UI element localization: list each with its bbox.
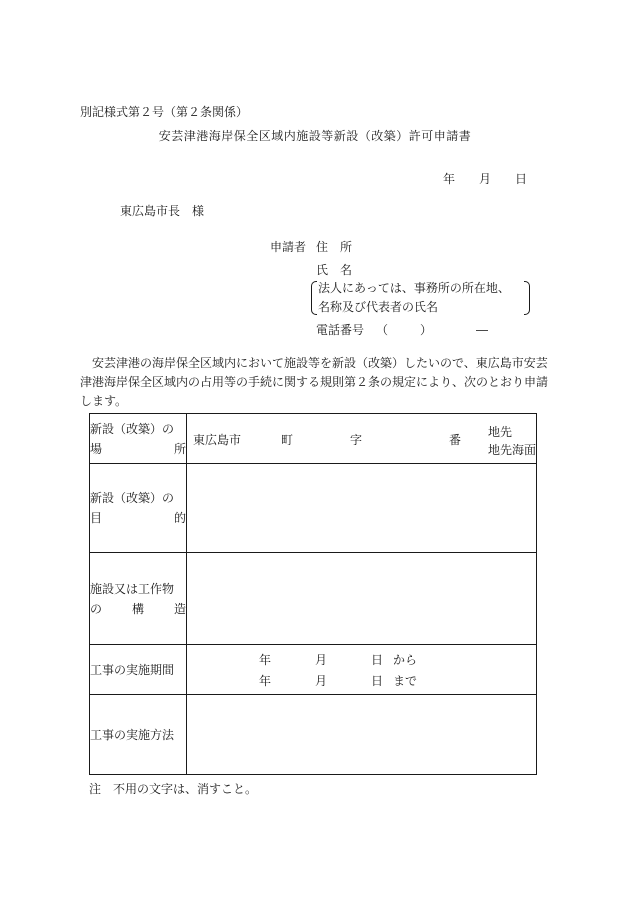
value-location[interactable]: [187, 414, 537, 464]
value-period[interactable]: [187, 645, 537, 695]
label-period-text: 工事の実施期間: [90, 662, 175, 677]
label-location-sho: 所: [173, 441, 186, 456]
period-start-month: 月: [315, 653, 328, 667]
footnote: 注 不用の文字は、消すこと。: [89, 782, 258, 796]
label-method-text: 工事の実施方法: [90, 727, 175, 742]
period-start-day: 日: [371, 653, 384, 667]
addressee: 東広島市長 様: [120, 204, 205, 218]
phone-dash: ―: [476, 323, 488, 337]
phone-paren-close: ）: [420, 323, 433, 337]
loc-town: 町: [281, 433, 294, 447]
loc-chisaki-kaimen: 地先海面: [488, 443, 537, 457]
label-structure-no: の: [90, 601, 103, 616]
label-location-line2: [90, 439, 186, 459]
date-year: 年: [443, 172, 456, 186]
document-title: 安芸津港海岸保全区域内施設等新設（改築）許可申請書: [158, 129, 472, 143]
label-purpose-teki: 的: [173, 511, 186, 525]
corporation-note-line1: 法人にあっては、事務所の所在地、: [318, 281, 510, 295]
applicant-label: 申請者: [270, 240, 307, 254]
period-start-from: から: [393, 653, 418, 667]
label-method: [90, 695, 187, 775]
period-start-year: 年: [259, 653, 272, 667]
row-structure: [90, 553, 537, 645]
address-label: 住 所: [316, 240, 353, 254]
period-end-year: 年: [259, 674, 272, 688]
value-purpose[interactable]: [187, 464, 537, 553]
value-structure[interactable]: [187, 553, 537, 645]
phone-label: 電話番号: [316, 323, 365, 337]
period-end-until: まで: [393, 674, 418, 688]
period-end-month: 月: [315, 674, 328, 688]
intro-paragraph: 安芸津港の海岸保全区域内において施設等を新設（改築）したいので、東広島市安芸津港海岸保全区域内の占用等の手続に関する規則第２条の規定により、次のとおり申請します。: [80, 356, 549, 408]
label-purpose-moku: 目: [90, 511, 103, 525]
phone-paren-open: （: [376, 323, 389, 337]
loc-ban: 番: [449, 433, 462, 447]
label-purpose-line1: 新設（改築）の: [90, 491, 175, 505]
label-purpose: [90, 464, 187, 553]
form-id: 別記様式第２号（第２条関係）: [80, 105, 249, 119]
corporation-note-line2: 名称及び代表者の氏名: [318, 300, 439, 314]
row-method: [90, 695, 537, 775]
row-purpose: [90, 464, 537, 553]
date-line: [443, 170, 527, 187]
loc-chisaki: 地先: [488, 425, 513, 439]
label-structure-kou: 構: [131, 601, 144, 616]
loc-city: 東広島市: [193, 433, 242, 447]
corporation-note: [312, 279, 524, 317]
application-table: [89, 413, 537, 775]
phone-line: [316, 321, 488, 338]
name-label: 氏 名: [316, 263, 353, 277]
label-purpose-line2: [90, 508, 186, 528]
label-period: [90, 645, 187, 695]
label-structure-zou: 造: [173, 601, 186, 616]
date-day: 日: [515, 172, 528, 186]
label-location-line1: 新設（改築）の: [90, 421, 175, 436]
period-end-day: 日: [371, 674, 384, 688]
label-structure-line2: [90, 599, 186, 619]
loc-aza: 字: [350, 433, 363, 447]
label-structure: [90, 553, 187, 645]
label-structure-line1: 施設又は工作物: [90, 581, 175, 596]
label-location-ba: 場: [90, 441, 103, 456]
date-month: 月: [479, 172, 492, 186]
row-location: [90, 414, 537, 464]
label-location: [90, 414, 187, 464]
row-period: [90, 645, 537, 695]
value-method[interactable]: [187, 695, 537, 775]
